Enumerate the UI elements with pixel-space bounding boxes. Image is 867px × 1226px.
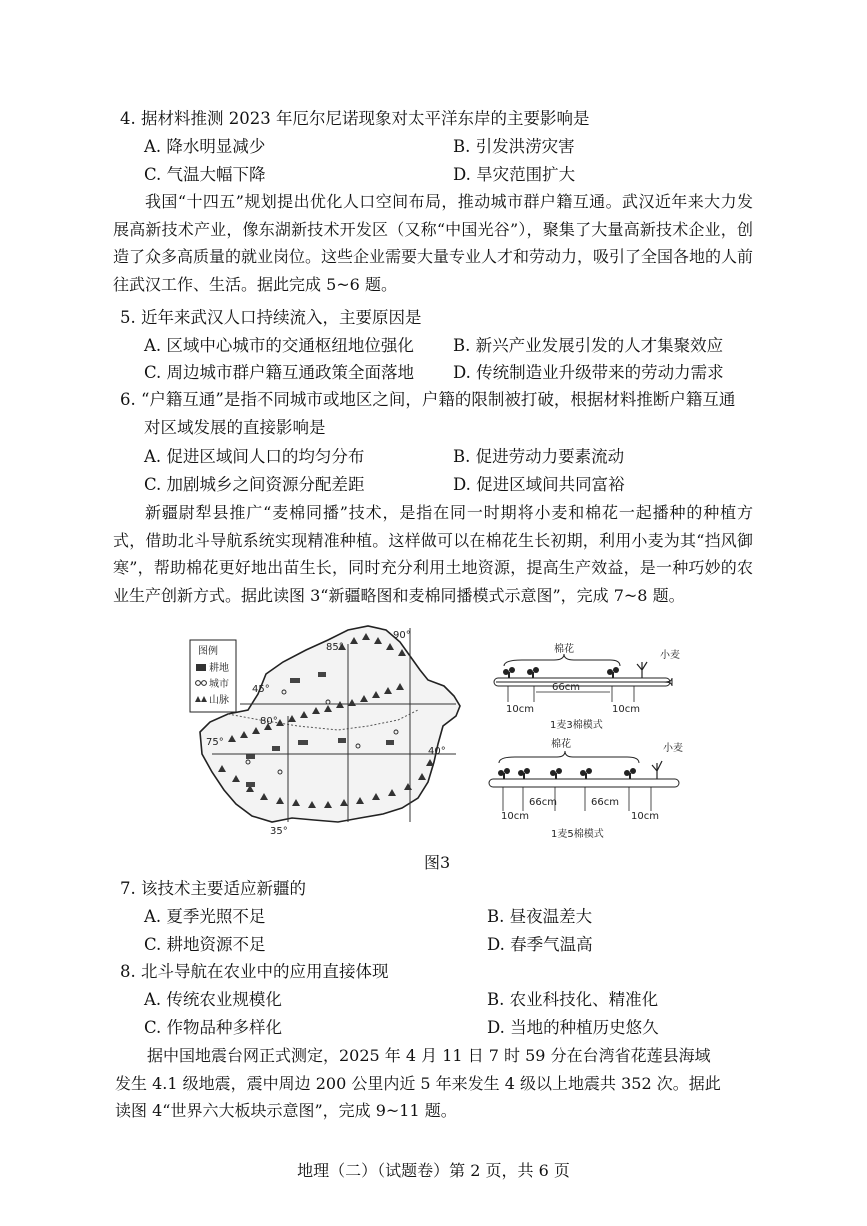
q6-option-b: B. 促进劳动力要素流动	[453, 447, 625, 466]
xinjiang-map	[188, 622, 478, 837]
cotton-plant-icon	[498, 768, 636, 779]
q5-option-b: B. 新兴产业发展引发的人才集聚效应	[453, 336, 724, 355]
spacing-right: 10cm	[631, 811, 659, 822]
wheat-plant-icon	[652, 761, 662, 779]
q4-stem: 4. 据材料推测 2023 年厄尔尼诺现象对太平洋东岸的主要影响是	[120, 109, 590, 128]
q8-stem: 8. 北斗导航在农业中的应用直接体现	[120, 962, 389, 981]
spacing-left: 10cm	[506, 704, 534, 715]
farmland-swatch-icon	[196, 664, 206, 671]
diagram-title: 1麦5棉模式	[551, 829, 604, 840]
q8-option-a: A. 传统农业规模化	[144, 990, 282, 1009]
legend-city-label: 城市	[209, 679, 229, 690]
q8-option-b: B. 农业科技化、精准化	[487, 990, 659, 1009]
lon-label-85: 85°	[326, 642, 344, 653]
diagram-title: 1麦3棉模式	[550, 720, 603, 731]
cotton-label: 棉花	[554, 644, 574, 655]
q8-option-c: C. 作物品种多样化	[144, 1018, 283, 1037]
wheat-label: 小麦	[660, 650, 680, 661]
q6-option-a: A. 促进区域间人口的均匀分布	[144, 447, 365, 466]
figure-caption: 图3	[424, 853, 451, 872]
spacing-left: 10cm	[501, 811, 529, 822]
q4-option-a: A. 降水明显减少	[144, 137, 266, 156]
q5-option-d: D. 传统制造业升级带来的劳动力需求	[453, 363, 724, 382]
planting-diagram-3-cotton	[492, 640, 692, 732]
q6-option-c: C. 加剧城乡之间资源分配差距	[144, 475, 365, 494]
spacing-middle-2: 66cm	[591, 797, 619, 808]
q7-option-a: A. 夏季光照不足	[144, 907, 266, 926]
spacing-right: 10cm	[612, 704, 640, 715]
q7-stem: 7. 该技术主要适应新疆的	[120, 879, 306, 898]
legend-title: 图例	[198, 646, 218, 657]
cotton-plant-icon	[503, 667, 619, 678]
q6-stem-line2: 对区域发展的直接影响是	[144, 418, 326, 437]
planting-diagram-5-cotton	[487, 735, 697, 841]
q6-stem-line1: 6. “户籍互通”是指不同城市或地区之间，户籍的限制被打破，根据材料推断户籍互通	[120, 390, 736, 409]
wheat-plant-icon	[637, 662, 647, 678]
q5-option-a: A. 区域中心城市的交通枢纽地位强化	[144, 336, 414, 355]
q4-option-d: D. 旱灾范围扩大	[453, 165, 576, 184]
passage-wuhan: 我国“十四五”规划提出优化人口空间布局，推动城市群户籍互通。武汉近年来大力发展高新技术产业，像东湖新技术开发区（又称“中国光谷”），聚集了大量高新技术企业，创造了众多高质量的就业岗位。这些企业需要大量专业人才和劳动力，吸引了全国各地的人前往武汉工作、生活。据此完成 5~6 题。	[113, 192, 754, 294]
legend-farmland-label: 耕地	[209, 663, 229, 674]
q7-option-b: B. 昼夜温差大	[487, 907, 593, 926]
q7-option-d: D. 春季气温高	[487, 935, 593, 954]
passage-earthquake: 据中国地震台网正式测定，2025 年 4 月 11 日 7 时 59 分在台湾省花莲县海域发生 4.1 级地震，震中周边 200 公里内近 5 年来发生 4 级以上地震共 352 次。据此读图 4“世界六大板块示意图”，完成 9~11 题。	[115, 1046, 721, 1120]
q4-option-b: B. 引发洪涝灾害	[453, 137, 575, 156]
q8-option-d: D. 当地的种植历史悠久	[487, 1018, 659, 1037]
legend-mountain-label: 山脉	[209, 695, 229, 706]
spacing-middle: 66cm	[552, 682, 580, 693]
lat-label-45: 45°	[252, 684, 270, 695]
lat-label-40: 40°	[428, 746, 446, 757]
lon-label-75: 75°	[206, 737, 224, 748]
lat-label-35: 35°	[270, 826, 288, 837]
passage-xinjiang: 新疆尉犁县推广“麦棉同播”技术，是指在同一时期将小麦和棉花一起播种的种植方式，借助北斗导航系统实现精准种植。这样做可以在棉花生长初期，利用小麦为其“挡风御寒”，帮助棉花更好地出苗生长，同时充分利用土地资源，提高生产效益，是一种巧妙的农业生产创新方式。据此读图 3“新疆略图和麦棉同播模式示意图”，完成 7~8 题。	[113, 503, 753, 605]
lon-label-80: 80°	[260, 716, 278, 727]
q7-option-c: C. 耕地资源不足	[144, 935, 266, 954]
wheat-label: 小麦	[663, 743, 683, 754]
page-footer: 地理（二）（试题卷）第 2 页，共 6 页	[297, 1161, 570, 1180]
spacing-middle-1: 66cm	[529, 797, 557, 808]
q5-option-c: C. 周边城市群户籍互通政策全面落地	[144, 363, 415, 382]
q6-option-d: D. 促进区域间共同富裕	[453, 475, 625, 494]
q5-stem: 5. 近年来武汉人口持续流入，主要原因是	[120, 308, 422, 327]
lon-label-90: 90°	[393, 630, 411, 641]
cotton-label: 棉花	[551, 739, 571, 750]
xinjiang-outline	[200, 626, 460, 822]
q4-option-c: C. 气温大幅下降	[144, 165, 266, 184]
